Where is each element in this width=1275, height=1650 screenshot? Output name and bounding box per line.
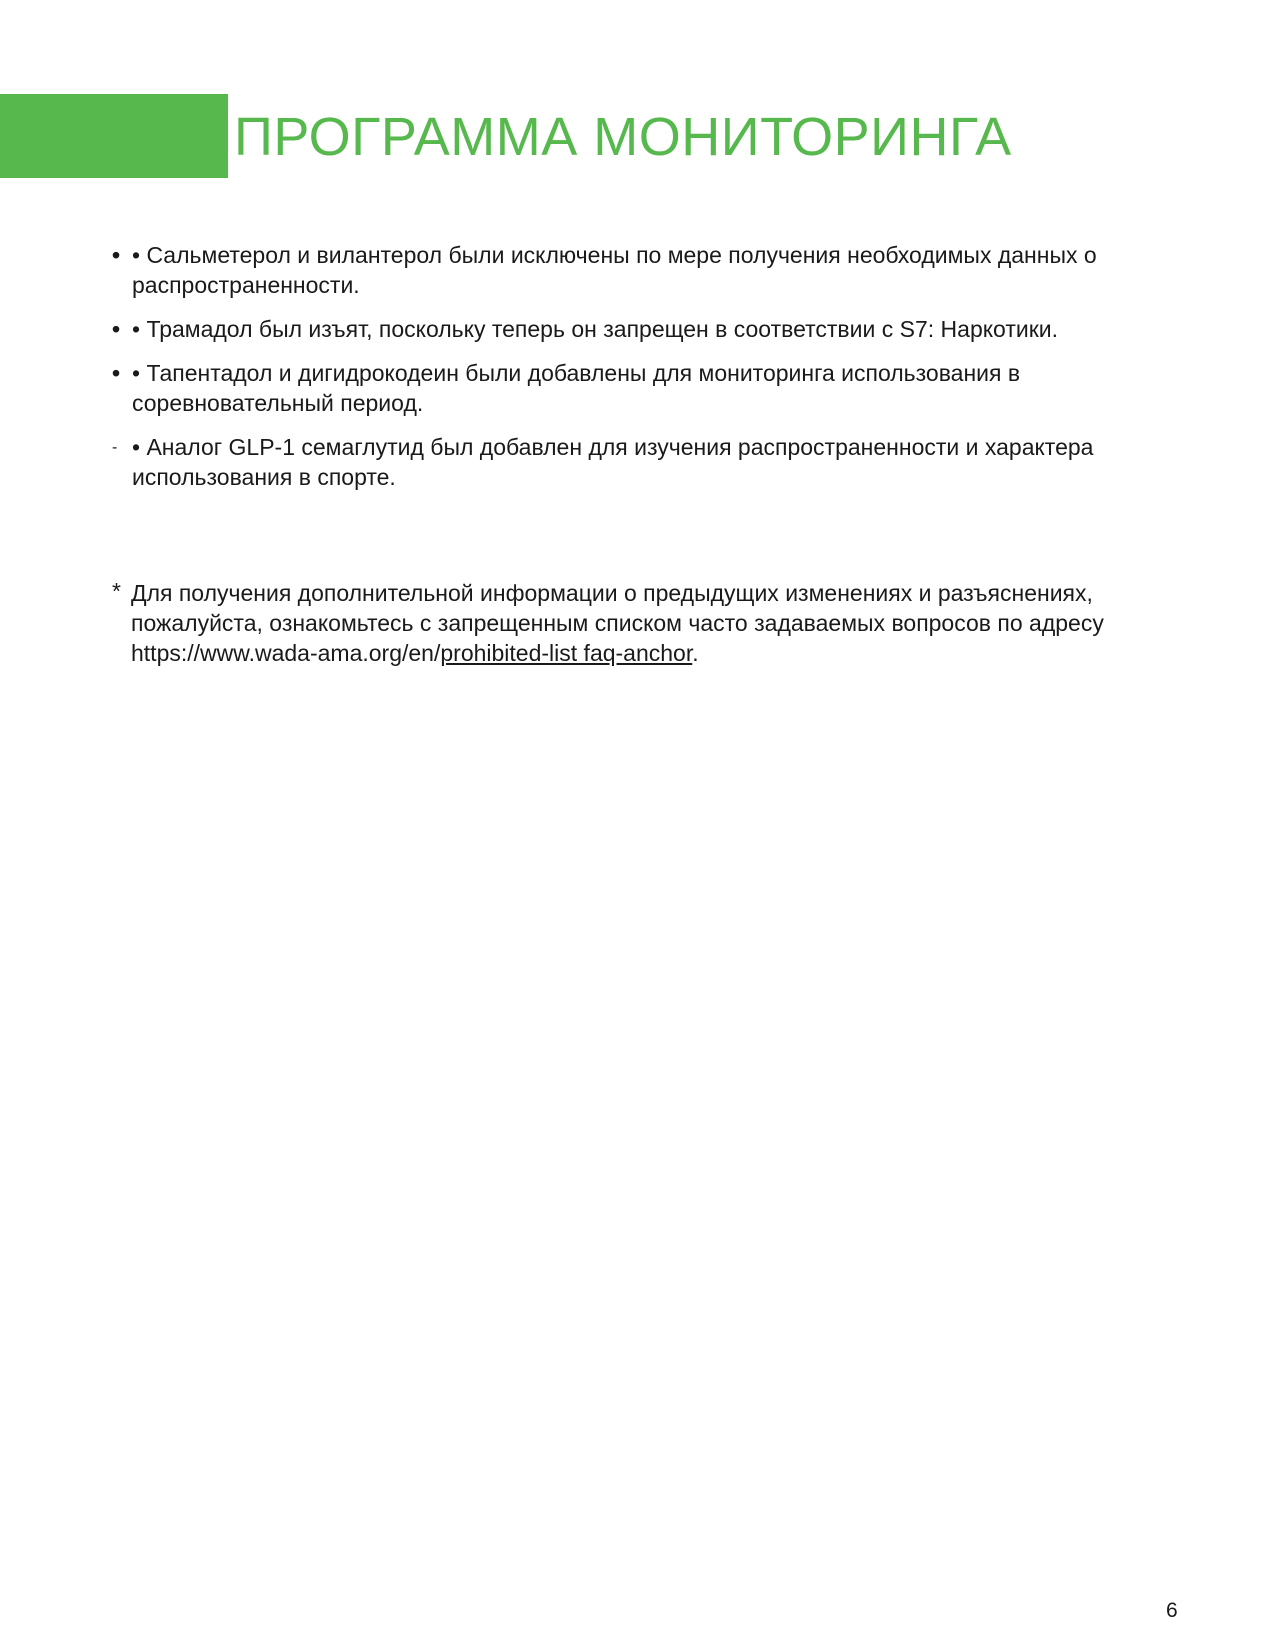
page-title: ПРОГРАММА МОНИТОРИНГА — [234, 107, 1012, 167]
bullet-list — [112, 240, 1162, 492]
bullet-marker: • — [112, 360, 121, 386]
bullet-marker: • — [112, 242, 121, 268]
list-item — [112, 358, 1162, 418]
list-item-text: • Трамадол был изъят, поскольку теперь он запрещен в соответствии с S7: Наркотики. — [132, 316, 1059, 342]
footnote — [112, 578, 1181, 668]
footnote-asterisk: * — [112, 578, 121, 604]
faq-link[interactable]: prohibited-list faq-anchor — [440, 640, 693, 666]
bullet-marker: • — [112, 316, 121, 342]
list-item-text: • Сальметерол и вилантерол были исключены по мере получения необходимых данных о распространенности. — [132, 242, 1097, 298]
list-item — [112, 314, 1162, 344]
bullet-marker: - — [112, 439, 118, 456]
header-accent-bar — [0, 94, 228, 178]
page-number: 6 — [1166, 1599, 1178, 1622]
list-item — [112, 240, 1162, 300]
list-item-text: • Аналог GLP-1 семаглутид был добавлен для изучения распространенности и характера использования в спорте. — [132, 434, 1094, 490]
footnote-text: Для получения дополнительной информации о предыдущих изменениях и разъяснениях, пожалуйста, ознакомьтесь с запрещенным списком часто задаваемых вопросов по адресу https://www.wada-ama.org/en/ — [131, 580, 1104, 666]
footnote-period: . — [692, 640, 699, 666]
list-item-text: • Тапентадол и дигидрокодеин были добавлены для мониторинга использования в соревновательный период. — [132, 360, 1021, 416]
list-item — [112, 432, 1162, 492]
